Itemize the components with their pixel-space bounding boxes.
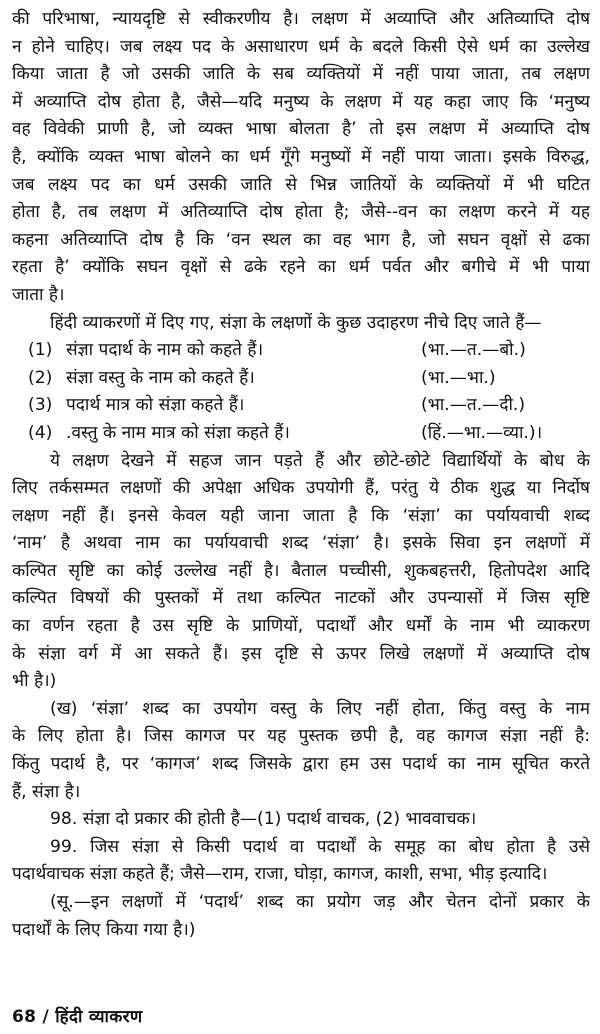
text-line: न होने चाहिए। जब लक्ष्य पद के असाधारण धर्म के बदले किसी ऐसे धर्म का उल्लेख	[12, 36, 590, 57]
example-source: (भा.—त.—दी.)	[421, 395, 526, 416]
text-line: लिए तर्कसम्मत लक्षणों की अपेक्षा अधिक उपयोगी हैं, परंतु ये ठीक शुद्ध या निर्दोष	[12, 478, 590, 499]
example-number: (2)	[28, 367, 53, 388]
paragraph-critique	[12, 448, 590, 696]
page-body	[12, 6, 590, 944]
text-line: (ख) ‘संज्ञा’ शब्द का उपयोग वस्तु के लिए नहीं होता, किंतु वस्तु के नाम	[50, 698, 590, 719]
paragraph-99	[12, 834, 590, 889]
text-line: (सू.—इन लक्षणों में ‘पदार्थ’ शब्द का प्रयोग जड़ और चेतन दोनों प्रकार के	[50, 892, 590, 912]
text-line: की परिभाषा, न्यायदृष्टि से स्वीकरणीय है। लक्षण में अव्याप्ति और अतिव्याप्ति दोष	[12, 9, 590, 29]
text-line: कल्पित विषयों की पुस्तकों में तथा कल्पित नाटकों और उपन्यासों में जिस सृष्टि	[12, 588, 590, 609]
example-row	[12, 365, 590, 393]
paragraph-98: 98. संज्ञा दो प्रकार की होती है—(1) पदार्थ वाचक, (2) भाववाचक।	[50, 809, 477, 830]
text-line: रहता है’ क्योंकि सघन वृक्षों से ढके रहने का धर्म पर्वत और बगीचे में भी पाया	[12, 257, 590, 278]
paragraph-examples-intro: हिंदी व्याकरणों में दिए गए, संज्ञा के लक्षणों के कुछ उदाहरण नीचे दिए जाते हैं—	[50, 312, 542, 333]
example-source: (भा.—भा.)	[421, 367, 496, 388]
example-text: .वस्तु के नाम मात्र को संज्ञा कहते हैं।	[66, 422, 290, 443]
paragraph-definition-defects	[12, 6, 590, 310]
text-line: ये लक्षण देखने में सहज जान पड़ते हैं और छोटे-छोटे विद्यार्थियों के बोध के	[50, 450, 590, 471]
text-line: कल्पित सृष्टि का कोई उल्लेख नहीं है। बैताल पच्चीसी, शुकबहत्तरी, हितोपदेश आदि	[12, 560, 590, 581]
text-line: किया जाता है जो उसकी जाति के सब व्यक्तियों में नहीं पाया जाता, तब लक्षण	[12, 64, 590, 85]
text-line: किंतु पदार्थ है, पर ‘कागज’ शब्द जिसके द्वारा हम उस पदार्थ का नाम सूचित करते	[12, 754, 590, 775]
text-line: हैं, संज्ञा है।	[12, 781, 81, 802]
example-text: पदार्थ मात्र को संज्ञा कहते हैं।	[66, 395, 245, 416]
text-line: पदार्थवाचक संज्ञा कहते हैं; जैसे—राम, राजा, घोड़ा, कागज, काशी, सभा, भीड़ इत्यादि।	[12, 864, 548, 885]
text-line: कहना अतिव्याप्ति दोष है कि ‘वन स्थल का वह भाग है, जो सघन वृक्षों से ढका	[12, 229, 590, 250]
text-line: के संज्ञा वर्ग में आ सकते हैं। इस दृष्टि से ऊपर लिखे लक्षणों में अव्याप्ति दोष	[12, 643, 590, 664]
example-source: (भा.—त.—बो.)	[421, 340, 526, 361]
example-source: (हिं.—भा.—व्या.)।	[421, 422, 543, 443]
text-line: का वर्णन रहता है उस सृष्टि के प्राणियों, पदार्थों और धर्मों के नाम भी व्याकरण	[12, 616, 590, 637]
example-row	[12, 337, 590, 365]
text-line: पदार्थों के लिए किया गया है।)	[12, 919, 196, 940]
text-line: लक्षण नहीं हैं। इनसे केवल यही जाना जाता है कि ‘संज्ञा’ का पर्यायवाची शब्द	[12, 505, 590, 526]
text-line: भी है।)	[12, 671, 57, 692]
example-number: (1)	[28, 340, 53, 361]
text-line: है, क्योंकि व्यक्त भाषा बोलने का धर्म गूँगे मनुष्यों में नहीं पाया जाता। इसके विरुद्ध,	[12, 146, 590, 167]
paragraph-note	[12, 889, 590, 944]
text-line: जाता है।	[12, 284, 65, 305]
text-line: जब लक्ष्य पद का धर्म उसकी जाति से भिन्न जातियों के व्यक्तियों में भी घटित	[12, 174, 590, 195]
example-number: (3)	[28, 395, 53, 416]
text-line: होता है, तब लक्षण में अतिव्याप्ति दोष होता है; जैसे--वन का लक्षण करने में यह	[12, 202, 590, 223]
text-line: के लिए होता है। जिस कागज पर यह पुस्तक छपी है, वह कागज संज्ञा नहीं है:	[12, 726, 590, 747]
paragraph-kha	[12, 696, 590, 806]
page-footer: 68 / हिंदी व्याकरण	[12, 1007, 143, 1027]
text-line: में अव्याप्ति दोष होता है, जैसे—यदि मनुष्य के लक्षण में यह कहा जाए कि ‘मनुष्य	[12, 91, 590, 112]
example-text: संज्ञा पदार्थ के नाम को कहते हैं।	[66, 340, 264, 361]
example-row	[12, 392, 590, 420]
text-line: ‘नाम’ है अथवा नाम का पर्यायवाची शब्द ‘संज्ञा’ है। इसके सिवा इन लक्षणों में	[12, 533, 590, 554]
example-number: (4)	[28, 422, 53, 443]
example-text: संज्ञा वस्तु के नाम को कहते हैं।	[66, 367, 255, 388]
example-row	[12, 420, 590, 448]
text-line: वह विवेकी प्राणी है, जो व्यक्त भाषा बोलता है’ तो इस लक्षण में अव्याप्ति दोष	[12, 119, 590, 140]
text-line: 99. जिस संज्ञा से किसी पदार्थ वा पदार्थों के समूह का बोध होता है उसे	[50, 836, 590, 857]
examples-list	[12, 337, 590, 447]
